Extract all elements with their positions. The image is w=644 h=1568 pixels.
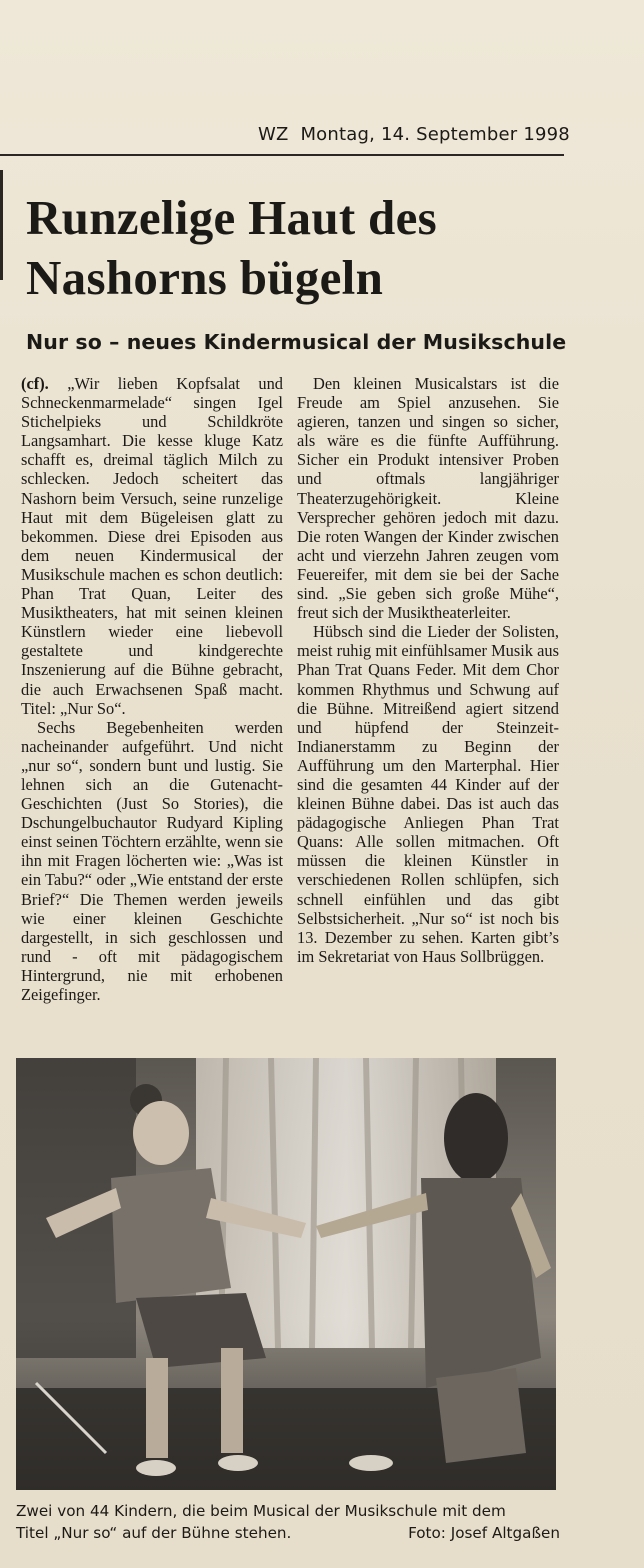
article-paragraph: Hübsch sind die Lieder der Solisten, meist ruhig mit einfühlsamer Musik aus Phan Trat Quans Feder. Mit dem Chor kommen Rhythmus und Schwung auf die Bühne. Mitreißend agiert sitzend und hüpfend der Steinzeit-Indianerstamm zu Beginn der Aufführung um den Marterphal. Hier sind die gesamten 44 Kinder auf der kleinen Bühne dabei. Das ist auch das pädagogische Anliegen Phan Trat Quans: Alle sollen mitmachen. Oft müssen die kleinen Künstler in verschiedenen Rollen schlüpfen, sich schnell einfühlen und das gibt Selbstsicherheit. „Nur so“ ist noch bis 13. Dezember zu sehen. Karten gibt’s im Sekretariat von Haus Sollbrüggen. (297, 622, 559, 966)
author-tag: (cf). (21, 374, 49, 393)
dateline (258, 124, 568, 154)
article-paragraph: Sechs Begebenheiten werden nacheinander aufgeführt. Und nicht „nur so“, sondern bunt und lustig. Sie lehnen sich an die Gutenacht-Geschichten (Just So Stories), die Dschungelbuchautor Rudyard Kipling einst seinen Töchtern erzählte, wenn sie ihn mit Fragen löcherten wie: „Was ist ein Tabu?“ oder „Wie entstand der erste Brief?“ Die Themen werden jeweils wie einer kleinen Geschichte dargestellt, in sich geschlossen und rund - oft mit pädagogischem Hintergrund, nie mit erhobenen Zeigefinger. (21, 717, 283, 1004)
caption-line: Titel „Nur so“ auf der Bühne stehen. (16, 1524, 292, 1542)
photo-credit: Foto: Josef Altgaßen (408, 1524, 560, 1542)
article-column-right (297, 374, 559, 966)
paragraph-text: „Wir lieben Kopfsalat und Schneckenmarmelade“ singen Igel Stichelpieks und Schildkröte Langsamhart. Die kesse kluge Katz schafft es, dreimal täglich Milch zu schlecken. Jedoch scheitert das Nashorn beim Versuch, seine runzelige Haut mit dem Bügeleisen glatt zu bekommen. Diese drei Episoden aus dem neuen Kindermusical der Musikschule machen es schon deutlich: Phan Trat Quan, Leiter des Musiktheaters, hat mit seinen kleinen Künstlern wieder eine liebevoll gestaltete und kindgerechte Inszenierung auf die Bühne gebracht, die auch Erwachsenen Spaß macht. Titel: „Nur So“. (21, 374, 283, 718)
article-column-left (21, 374, 283, 1004)
caption-line: Zwei von 44 Kindern, die beim Musical der Musikschule mit dem (16, 1502, 506, 1520)
article-photo (16, 1058, 556, 1490)
newspaper-brand: WZ (258, 124, 289, 145)
subheadline: Nur so – neues Kindermusical der Musikschule (26, 330, 567, 354)
article-paragraph (21, 374, 283, 718)
caption-row (16, 1522, 560, 1544)
header-rule (0, 154, 564, 156)
publication-date: Montag, 14. September 1998 (300, 124, 570, 145)
page-edge-mark (0, 170, 3, 280)
stage-photo-image (16, 1058, 556, 1490)
photo-caption (16, 1500, 560, 1544)
article-paragraph: Den kleinen Musicalstars ist die Freude am Spiel anzusehen. Sie agieren, tanzen und singen so sicher, als wäre es die fünfte Aufführung. Sicher ein Produkt intensiver Proben und oftmals langjähriger Theaterzugehörigkeit. Kleine Versprecher gehören jedoch mit dazu. Die roten Wangen der Kinder zwischen acht und vierzehn Jahren zeugen vom Feuereifer, mit dem sie bei der Sache sind. „Sie geben sich große Mühe“, freut sich der Musiktheaterleiter. (297, 374, 559, 623)
headline: Runzelige Haut des Nashorns bügeln (26, 190, 438, 305)
